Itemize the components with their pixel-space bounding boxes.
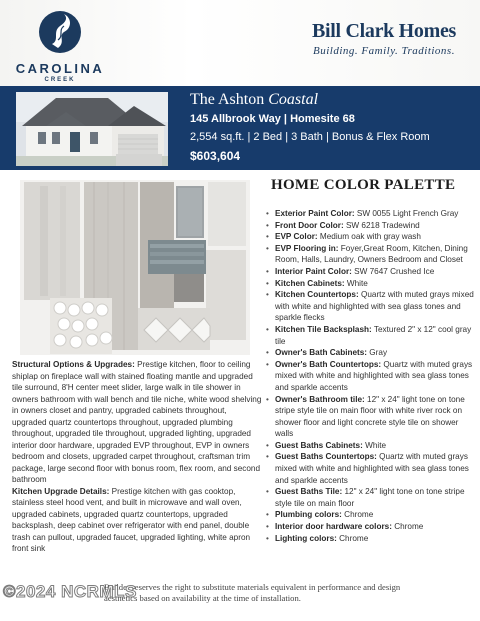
palette-item-label: Exterior Paint Color: xyxy=(275,209,355,218)
palette-item xyxy=(264,231,478,243)
palette-item xyxy=(264,278,478,290)
listing-price: $603,604 xyxy=(190,149,241,163)
palette-item xyxy=(264,486,478,509)
palette-item xyxy=(264,359,478,394)
plan-title xyxy=(190,90,430,110)
wave-icon xyxy=(38,10,82,54)
palette-item-label: Guest Baths Cabinets: xyxy=(275,440,363,450)
palette-item-label: EVP Color: xyxy=(275,232,318,242)
palette-item-label: EVP Flooring in: xyxy=(275,243,339,253)
palette-item xyxy=(264,440,478,452)
palette-item-value: Medium oak with gray wash xyxy=(317,232,421,242)
palette-item xyxy=(264,266,478,278)
palette-item xyxy=(264,347,478,359)
palette-item-value: 12" x 24" light tone on tone stripe style tile on main floor xyxy=(275,487,465,508)
palette-item-label: Owner's Bathroom tile: xyxy=(275,394,365,404)
carolina-creek-logo xyxy=(14,10,106,82)
palette-item xyxy=(264,394,478,440)
listing-specs: 2,554 sq.ft. | 2 Bed | 3 Bath | Bonus & Flex Room xyxy=(190,131,430,143)
mls-watermark: ©2024 NCRMLS xyxy=(3,582,137,601)
palette-item-value: White xyxy=(344,278,368,288)
community-name: CAROLINA xyxy=(15,61,105,76)
palette-item-value: SW 7647 Crushed Ice xyxy=(351,266,435,276)
palette-item xyxy=(264,324,478,347)
palette-item xyxy=(264,533,478,545)
palette-item-label: Owner's Bath Cabinets: xyxy=(275,348,368,358)
kitchen-text: Prestige kitchen with gas cooktop, stainless steel hood vent, and built in microwave and wall oven, upgraded cabinets, upgraded quartz countertops, upgraded backsplash, deep cabinet over refrigerator with end panel, double trash can pullout, upgraded faucet, upgraded lighting, white apron front sink xyxy=(12,486,251,553)
palette-item xyxy=(264,220,478,232)
palette-item-label: Kitchen Tile Backsplash: xyxy=(275,324,372,334)
palette-item-label: Interior door hardware colors: xyxy=(275,522,392,532)
palette-item-label: Front Door Color: xyxy=(275,220,344,230)
palette-list xyxy=(264,208,478,544)
palette-item xyxy=(264,509,478,521)
plan-name: The Ashton xyxy=(190,91,265,108)
kitchen-label: Kitchen Upgrade Details: xyxy=(12,486,110,496)
palette-item xyxy=(264,243,478,266)
palette-item-value: 12" x 24" light tone on tone stripe style tile on main floor with white river rock on shower floor and light concrete style tile on shower walls xyxy=(275,394,465,439)
palette-item-value: Quartz with muted grays mixed with white and highlighted with sea glass tones and sparkle accents xyxy=(275,359,473,392)
structural-label: Structural Options & Upgrades: xyxy=(12,360,135,369)
palette-item-label: Plumbing colors: xyxy=(275,510,342,520)
palette-item xyxy=(264,521,478,533)
disclaimer: Builder reserves the right to substitute materials equivalent in performance and design aesthetics based on availability at the time of installation. xyxy=(104,582,401,603)
palette-item-label: Guest Baths Countertops: xyxy=(275,452,377,462)
palette-item-value: Gray xyxy=(367,348,388,358)
palette-item-label: Kitchen Cabinets: xyxy=(275,278,345,288)
palette-item-label: Interior Paint Color: xyxy=(275,266,352,276)
palette-item-value: SW 0055 Light French Gray xyxy=(354,209,459,218)
palette-item-value: Chrome xyxy=(391,522,424,532)
upgrade-options xyxy=(12,359,262,555)
palette-item-value: Chrome xyxy=(341,510,374,520)
palette-item-label: Owner's Bath Countertops: xyxy=(275,359,382,369)
palette-item-label: Kitchen Countertops: xyxy=(275,290,359,300)
palette-item xyxy=(264,208,478,220)
builder-tagline: Building. Family. Traditions. xyxy=(313,45,455,57)
house-rendering xyxy=(16,92,168,166)
listing-address: 145 Allbrook Way | Homesite 68 xyxy=(190,113,355,125)
palette-item-value: Quartz with muted grays mixed with white and highlighted with sea glass tones and sparkle flecks xyxy=(275,290,474,323)
palette-item-value: Quartz with muted grays mixed with white and highlighted with sea glass tones and sparkle accents xyxy=(275,452,469,485)
palette-heading: HOME COLOR PALETTE xyxy=(271,177,456,193)
palette-item-label: Guest Baths Tile: xyxy=(275,487,343,497)
material-samples-photo xyxy=(20,180,250,355)
palette-item-value: Textured 2" x 12" cool gray tile xyxy=(275,324,472,346)
builder-logo xyxy=(302,20,466,57)
listing-details xyxy=(190,90,430,166)
plan-style: Coastal xyxy=(268,91,319,108)
palette-item-value: SW 6218 Tradewind xyxy=(343,220,420,230)
palette-item-value: Chrome xyxy=(336,533,369,543)
palette-item xyxy=(264,451,478,486)
palette-item-label: Lighting colors: xyxy=(275,533,337,543)
palette-item-value: Foyer,Great Room, Kitchen, Dining Room, Halls, Laundry, Owners Bedroom and Closet xyxy=(275,243,468,265)
community-subname: CREEK xyxy=(44,77,76,83)
palette-item-value: White xyxy=(362,440,387,450)
structural-text: Prestige kitchen, floor to ceiling shiplap on fireplace wall with stained floating mantle and upgraded tile surround, 8'H center meet slider, large walk in tile shower in owners bathroom with wall bench and tile niche, white wood shelving in owners closet and pantry, upgraded cabinets throughout, upgraded quartz countertops throughout, upgraded plumbing throughout, upgraded tile throughout, upgraded lighting, upgraded interior door hardware, upgraded EVP throughout, EVP in owners bedroom and closets, upgraded carpet throughout, craftsman trim package, large second floor with bonus room, flex room, and second bathroom xyxy=(12,360,262,484)
palette-item xyxy=(264,289,478,324)
builder-name: Bill Clark Homes xyxy=(311,20,457,42)
page-header xyxy=(0,0,480,86)
